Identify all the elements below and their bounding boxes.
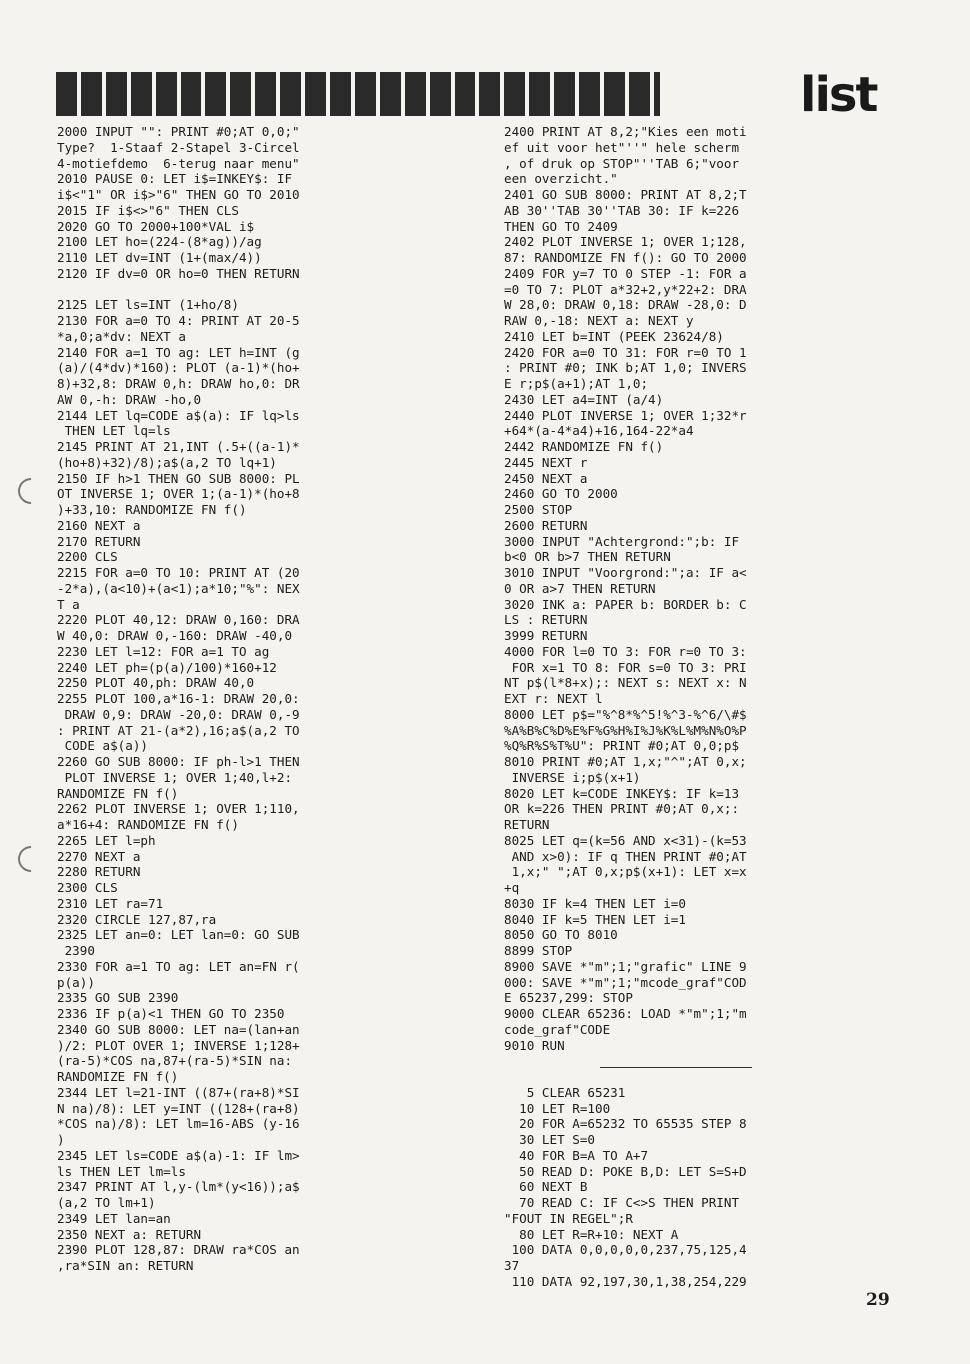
- code-line: 2230 LET l=12: FOR a=1 TO ag: [57, 643, 270, 659]
- code-line: 9010 RUN: [504, 1037, 565, 1053]
- header-block: [56, 72, 77, 116]
- code-line: T a: [57, 596, 80, 612]
- code-line: 2330 FOR a=1 TO ag: LET an=FN r(: [57, 958, 300, 974]
- code-line: )/2: PLOT OVER 1; INVERSE 1;128+: [57, 1037, 300, 1053]
- code-line: 3020 INK a: PAPER b: BORDER b: C: [504, 596, 747, 612]
- header-block: [355, 72, 376, 116]
- code-line: 2300 CLS: [57, 880, 118, 895]
- code-line: *COS na)/8): LET lm=16-ABS (y-16: [57, 1116, 300, 1132]
- code-line: INVERSE i;p$(x+1): [504, 769, 641, 785]
- code-line: OR k=226 THEN PRINT #0;AT 0,x;:: [504, 801, 740, 817]
- code-line: i$<"1" OR i$>"6" THEN GO TO 2010: [57, 187, 300, 202]
- code-line: 2240 LET ph=(p(a)/100)*160+12: [57, 659, 277, 675]
- code-line: 2410 LET b=INT (PEEK 23624/8): [504, 328, 724, 344]
- code-line: 2250 PLOT 40,ph: DRAW 40,0: [57, 675, 255, 691]
- code-line: -2*a),(a<10)+(a<1);a*10;"%": NEX: [57, 580, 300, 596]
- code-line: 2430 LET a4=INT (a/4): [504, 391, 664, 407]
- code-line: 20 FOR A=65232 TO 65535 STEP 8: [504, 1116, 747, 1132]
- code-line: 50 READ D: POKE B,D: LET S=S+D: [504, 1163, 747, 1179]
- code-line: 8030 IF k=4 THEN LET i=0: [504, 895, 686, 911]
- code-line: %Q%R%S%T%U": PRINT #0;AT 0,0;p$: [504, 738, 740, 754]
- code-line: 2450 NEXT a: [504, 470, 588, 486]
- code-line: 2345 LET ls=CODE a$(a)-1: IF lm>: [57, 1147, 300, 1163]
- code-line: 2120 IF dv=0 OR ho=0 THEN RETURN: [57, 265, 300, 281]
- header-block: [106, 72, 127, 116]
- code-line: +64*(a-4*a4)+16,164-22*a4: [504, 423, 694, 439]
- code-line: 2255 PLOT 100,a*16-1: DRAW 20,0:: [57, 691, 300, 706]
- code-line: 2262 PLOT INVERSE 1; OVER 1;110,: [57, 801, 300, 817]
- code-line: 4000 FOR l=0 TO 3: FOR r=0 TO 3:: [504, 643, 747, 659]
- code-line: 8899 STOP: [504, 943, 573, 958]
- header-block: [629, 72, 650, 116]
- code-line: a*16+4: RANDOMIZE FN f(): [57, 817, 239, 832]
- code-line: 8050 GO TO 8010: [504, 927, 618, 943]
- code-line: N na)/8): LET y=INT ((128+(ra+8): [57, 1100, 300, 1116]
- code-line: 30 LET S=0: [504, 1132, 595, 1147]
- code-line: 2325 LET an=0: LET lan=0: GO SUB: [57, 927, 300, 943]
- code-line: 8900 SAVE *"m";1;"grafic" LINE 9: [504, 958, 747, 974]
- header-block: [529, 72, 550, 116]
- code-line: : PRINT AT 21-(a*2),16;a$(a,2 TO: [57, 722, 300, 738]
- code-line: 2010 PAUSE 0: LET i$=INKEY$: IF: [57, 171, 293, 187]
- code-line: =0 TO 7: PLOT a*32+2,y*22+2: DRA: [504, 281, 747, 297]
- header-block: [579, 72, 600, 116]
- code-line: [57, 282, 377, 298]
- header-block: [131, 72, 152, 116]
- code-line: NT p$(l*8+x);: NEXT s: NEXT x: N: [504, 675, 747, 691]
- code-line: 2125 LET ls=INT (1+ho/8): [57, 297, 239, 313]
- section-divider: [600, 1067, 752, 1068]
- header-block: [156, 72, 177, 116]
- code-line: THEN GO TO 2409: [504, 218, 618, 234]
- code-line: AW 0,-h: DRAW -ho,0: [57, 391, 202, 407]
- code-line: 5 CLEAR 65231: [504, 1084, 626, 1100]
- code-line: 2460 GO TO 2000: [504, 486, 618, 502]
- code-line: EXT r: NEXT l: [504, 691, 603, 706]
- brand-logo: list: [800, 67, 877, 123]
- code-line: "FOUT IN REGEL";R: [504, 1210, 633, 1226]
- code-line: 2145 PRINT AT 21,INT (.5+((a-1)*: [57, 439, 300, 454]
- code-line: 2349 LET lan=an: [57, 1210, 171, 1226]
- code-line: [504, 1069, 824, 1085]
- code-line: *a,0;a*dv: NEXT a: [57, 328, 186, 344]
- code-line: ,ra*SIN an: RETURN: [57, 1258, 194, 1273]
- code-line: 2200 CLS: [57, 549, 118, 565]
- code-line: RANDOMIZE FN f(): [57, 1069, 179, 1084]
- code-line: LS : RETURN: [504, 612, 588, 628]
- code-line: 2265 LET l=ph: [57, 832, 156, 848]
- code-line: 2420 FOR a=0 TO 31: FOR r=0 TO 1: [504, 344, 747, 360]
- code-line: 2000 INPUT "": PRINT #0;AT 0,0;": [57, 124, 300, 139]
- code-line: 2144 LET lq=CODE a$(a): IF lq>ls: [57, 407, 300, 423]
- code-line: ): [57, 1132, 65, 1147]
- header-block: [455, 72, 476, 116]
- code-line: 3000 INPUT "Achtergrond:";b: IF: [504, 533, 740, 549]
- code-line: 2400 PRINT AT 8,2;"Kies een moti: [504, 124, 747, 139]
- code-line: 2280 RETURN: [57, 864, 141, 880]
- code-line: 2110 LET dv=INT (1+(max/4)): [57, 250, 262, 265]
- punch-hole-mark: [13, 473, 50, 510]
- page-number: 29: [866, 1290, 890, 1310]
- code-line: 8010 PRINT #0;AT 1,x;"^";AT 0,x;: [504, 754, 747, 769]
- code-line: 40 FOR B=A TO A+7: [504, 1147, 649, 1163]
- code-line: 2336 IF p(a)<1 THEN GO TO 2350: [57, 1006, 285, 1021]
- code-line: 110 DATA 92,197,30,1,38,254,229: [504, 1273, 747, 1289]
- code-line: 2344 LET l=21-INT ((87+(ra+8)*SI: [57, 1084, 300, 1100]
- code-line: 2270 NEXT a: [57, 848, 141, 864]
- code-line: 2150 IF h>1 THEN GO SUB 8000: PL: [57, 470, 300, 486]
- code-line: E 65237,299: STOP: [504, 990, 633, 1006]
- header-block: [554, 72, 575, 116]
- right-code-column: [504, 124, 824, 1290]
- code-line: AND x>0): IF q THEN PRINT #0;AT: [504, 848, 747, 864]
- code-line: THEN LET lq=ls: [57, 423, 171, 439]
- code-line: 2350 NEXT a: RETURN: [57, 1226, 202, 1242]
- code-line: 1,x;" ";AT 0,x;p$(x+1): LET x=x: [504, 864, 747, 880]
- header-block: [81, 72, 102, 116]
- code-line: +q: [504, 880, 520, 895]
- code-line: 3010 INPUT "Voorgrond:";a: IF a<: [504, 565, 747, 580]
- code-line: DRAW 0,9: DRAW -20,0: DRAW 0,-9: [57, 706, 300, 722]
- code-line: CODE a$(a)): [57, 738, 148, 754]
- code-line: 0 OR a>7 THEN RETURN: [504, 580, 656, 596]
- code-line: een overzicht.": [504, 171, 618, 187]
- code-line: 2440 PLOT INVERSE 1; OVER 1;32*r: [504, 407, 747, 423]
- header-block: [230, 72, 251, 116]
- code-line: 8040 IF k=5 THEN LET i=1: [504, 911, 686, 927]
- header-block: [205, 72, 226, 116]
- header-block: [181, 72, 202, 116]
- code-line: 2390: [57, 943, 95, 958]
- code-line: Type? 1-Staaf 2-Stapel 3-Circel: [57, 139, 300, 155]
- code-line: W 40,0: DRAW 0,-160: DRAW -40,0: [57, 628, 293, 643]
- code-line: 2335 GO SUB 2390: [57, 990, 179, 1006]
- code-line: 2401 GO SUB 8000: PRINT AT 8,2;T: [504, 187, 747, 202]
- code-line: 2442 RANDOMIZE FN f(): [504, 439, 664, 454]
- code-line: 100 DATA 0,0,0,0,0,237,75,125,4: [504, 1242, 747, 1258]
- code-line: RAW 0,-18: NEXT a: NEXT y: [504, 313, 694, 328]
- code-line: 87: RANDOMIZE FN f(): GO TO 2000: [504, 250, 747, 265]
- code-line: 000: SAVE *"m";1;"mcode_graf"COD: [504, 974, 747, 990]
- code-line: b<0 OR b>7 THEN RETURN: [504, 549, 671, 565]
- code-line: 2130 FOR a=0 TO 4: PRINT AT 20-5: [57, 313, 300, 328]
- header-block: [504, 72, 525, 116]
- code-line: RETURN: [504, 817, 550, 832]
- code-line: 8000 LET p$="%^8*%^5!%^3-%^6/\#$: [504, 706, 747, 722]
- code-line: 2402 PLOT INVERSE 1; OVER 1;128,: [504, 234, 747, 250]
- code-line: FOR x=1 TO 8: FOR s=0 TO 3: PRI: [504, 659, 747, 675]
- code-line: (ho+8)+32)/8);a$(a,2 TO lq+1): [57, 454, 277, 470]
- header-bar: [56, 72, 660, 116]
- code-line: 2140 FOR a=1 TO ag: LET h=INT (g: [57, 344, 300, 360]
- code-line: 2500 STOP: [504, 502, 573, 517]
- code-line: W 28,0: DRAW 0,18: DRAW -28,0: D: [504, 297, 747, 313]
- header-block: [479, 72, 500, 116]
- code-line: , of druk op STOP"''TAB 6;"voor: [504, 155, 740, 171]
- code-line: 2340 GO SUB 8000: LET na=(lan+an: [57, 1021, 300, 1037]
- code-line: 70 READ C: IF C<>S THEN PRINT: [504, 1195, 740, 1210]
- code-line: 2390 PLOT 128,87: DRAW ra*COS an: [57, 1242, 300, 1258]
- code-line: p(a)): [57, 974, 95, 990]
- code-line: (ra-5)*COS na,87+(ra-5)*SIN na:: [57, 1053, 293, 1069]
- code-line: 2320 CIRCLE 127,87,ra: [57, 911, 217, 927]
- code-line: 8)+32,8: DRAW 0,h: DRAW ho,0: DR: [57, 376, 300, 391]
- code-line: 8025 LET q=(k=56 AND x<31)-(k=53: [504, 832, 747, 848]
- code-line: 2100 LET ho=(224-(8*ag))/ag: [57, 234, 262, 250]
- code-line: PLOT INVERSE 1; OVER 1;40,l+2:: [57, 769, 293, 785]
- code-line: 2600 RETURN: [504, 517, 588, 533]
- code-line: code_graf"CODE: [504, 1021, 611, 1037]
- code-line: 2310 LET ra=71: [57, 895, 164, 911]
- code-line: 9000 CLEAR 65236: LOAD *"m";1;"m: [504, 1006, 747, 1021]
- code-line: E r;p$(a+1);AT 1,0;: [504, 376, 649, 391]
- code-line: 2020 GO TO 2000+100*VAL i$: [57, 218, 255, 234]
- header-block: [280, 72, 301, 116]
- header-block: [604, 72, 625, 116]
- code-line: OT INVERSE 1; OVER 1;(a-1)*(ho+8: [57, 486, 300, 502]
- header-block: [380, 72, 401, 116]
- code-line: %A%B%C%D%E%F%G%H%I%J%K%L%M%N%O%P: [504, 722, 747, 738]
- header-block: [654, 72, 660, 116]
- header-block: [405, 72, 426, 116]
- code-line: 37: [504, 1258, 520, 1273]
- code-line: 3999 RETURN: [504, 628, 588, 643]
- code-line: (a,2 TO lm+1): [57, 1195, 156, 1210]
- code-line: AB 30''TAB 30''TAB 30: IF k=226: [504, 202, 740, 218]
- code-line: 2260 GO SUB 8000: IF ph-l>1 THEN: [57, 754, 300, 769]
- code-line: 2220 PLOT 40,12: DRAW 0,160: DRA: [57, 612, 300, 628]
- header-block: [305, 72, 326, 116]
- code-line: ls THEN LET lm=ls: [57, 1163, 186, 1179]
- code-line: ef uit voor het"''" hele scherm: [504, 139, 740, 155]
- code-line: 10 LET R=100: [504, 1100, 611, 1116]
- header-block: [430, 72, 451, 116]
- code-line: 60 NEXT B: [504, 1179, 588, 1195]
- code-line: RANDOMIZE FN f(): [57, 785, 179, 801]
- left-code-column: [57, 124, 377, 1274]
- punch-hole-mark: [13, 841, 50, 878]
- header-block: [255, 72, 276, 116]
- code-line: (a)/(4*dv)*160): PLOT (a-1)*(ho+: [57, 360, 300, 376]
- code-line: 2170 RETURN: [57, 533, 141, 549]
- code-line: 2445 NEXT r: [504, 454, 588, 470]
- code-line: 2160 NEXT a: [57, 517, 141, 533]
- code-line: 8020 LET k=CODE INKEY$: IF k=13: [504, 785, 740, 801]
- code-line: 2409 FOR y=7 TO 0 STEP -1: FOR a: [504, 265, 747, 281]
- header-block: [330, 72, 351, 116]
- code-line: 2347 PRINT AT l,y-(lm*(y<16));a$: [57, 1179, 300, 1195]
- code-line: : PRINT #0; INK b;AT 1,0; INVERS: [504, 360, 747, 376]
- code-line: 4-motiefdemo 6-terug naar menu": [57, 155, 300, 171]
- code-line: )+33,10: RANDOMIZE FN f(): [57, 502, 247, 517]
- code-line: 2015 IF i$<>"6" THEN CLS: [57, 202, 239, 218]
- code-line: 80 LET R=R+10: NEXT A: [504, 1226, 679, 1242]
- code-line: 2215 FOR a=0 TO 10: PRINT AT (20: [57, 565, 300, 580]
